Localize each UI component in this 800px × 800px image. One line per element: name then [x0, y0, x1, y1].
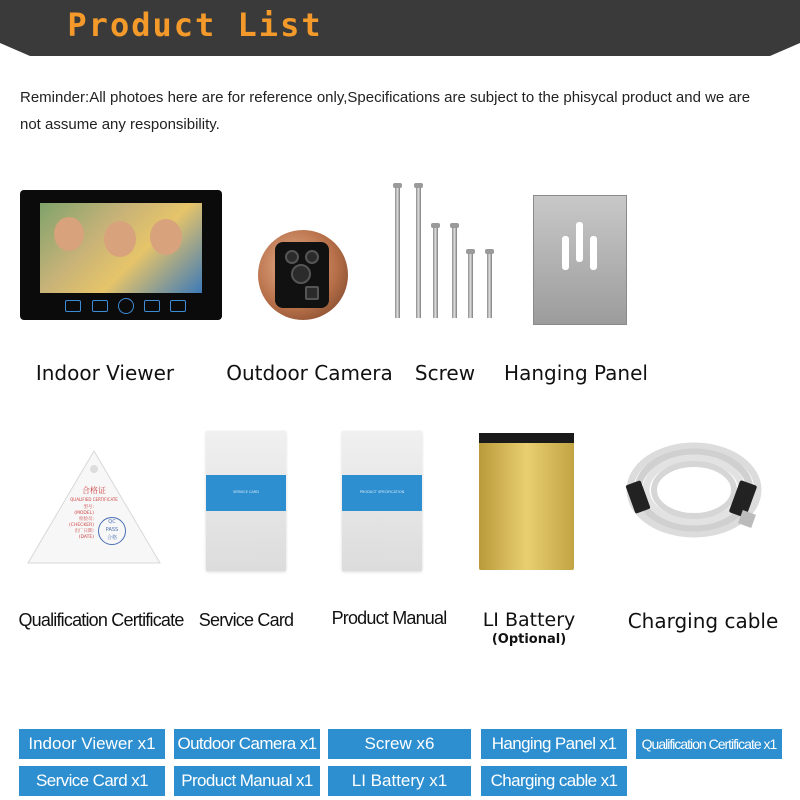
card-band-text: SERVICE CARD: [233, 490, 259, 494]
label-outdoor-camera: Outdoor Camera: [226, 361, 393, 385]
cert-field: 型号:: [83, 505, 94, 510]
label-hanging-panel: Hanging Panel: [504, 361, 648, 385]
label-product-manual: Product Manual: [331, 608, 447, 628]
screw: [452, 226, 457, 318]
certificate-title: 合格证: [82, 486, 106, 495]
product-manual-image: [342, 431, 422, 571]
summary-tag-hanging-panel: Hanging Panel x1: [481, 729, 627, 759]
monitor-button: [118, 298, 134, 314]
label-qualification-certificate: Qualification Certificate: [18, 610, 184, 630]
stamp-top: QC: [108, 519, 116, 525]
certificate-subtitle: QUALIFIED CERTIFICATE: [70, 497, 118, 502]
header-banner: [0, 0, 800, 56]
summary-tag-service-card: Service Card x1: [19, 766, 165, 796]
cert-field: (DATE): [78, 535, 94, 540]
hanging-panel-image: [533, 195, 627, 325]
li-battery-image: [479, 433, 574, 570]
label-charging-cable: Charging cable: [627, 609, 779, 633]
screw: [416, 186, 421, 318]
page-title: Product List: [67, 6, 323, 44]
camera-lens: [291, 264, 311, 284]
camera-lens: [305, 250, 319, 264]
summary-tag-outdoor-camera: Outdoor Camera x1: [174, 729, 320, 759]
label-service-card: Service Card: [198, 610, 294, 630]
certificate-triangle: [24, 447, 164, 567]
stamp-mid: PASS: [105, 527, 119, 533]
qualification-certificate-image: [24, 447, 164, 567]
screw: [468, 252, 473, 318]
battery-terminal: [479, 433, 574, 443]
reminder-line-1: Reminder:All photoes here are for reference only,Specifications are subject to the phisycal product and we are: [20, 89, 751, 106]
screw: [395, 186, 400, 318]
screw: [433, 226, 438, 318]
reminder-text: [20, 84, 780, 138]
panel-slot: [562, 236, 569, 270]
cert-field: (MODEL): [74, 511, 94, 516]
label-optional-note: (Optional): [491, 632, 567, 647]
summary-tag-charging-cable: Charging cable x1: [481, 766, 627, 796]
charging-cable-image: [622, 432, 772, 572]
summary-tag-product-manual: Product Manual x1: [174, 766, 320, 796]
label-li-battery: LI Battery: [482, 609, 576, 631]
monitor-screen: [40, 203, 202, 293]
cable-coil: [622, 432, 772, 572]
camera-bell-button: [305, 286, 319, 300]
manual-band: [342, 475, 422, 511]
screw: [487, 252, 492, 318]
card-band: [206, 475, 286, 511]
qc-pass-stamp: [98, 517, 126, 545]
service-card-image: [206, 431, 286, 571]
panel-slot: [576, 222, 583, 262]
monitor-button: [170, 300, 186, 312]
monitor-button: [144, 300, 160, 312]
cert-field: 检验员:: [78, 517, 94, 522]
summary-tag-indoor-viewer: Indoor Viewer x1: [19, 729, 165, 759]
stamp-bottom: 合格: [106, 535, 117, 541]
reminder-line-2: not assume any responsibility.: [20, 116, 220, 133]
panel-slot: [590, 236, 597, 270]
label-screw: Screw: [414, 361, 476, 385]
summary-tag-screw: Screw x6: [328, 729, 471, 759]
camera-face: [275, 242, 329, 308]
cert-field: 出厂日期:: [74, 529, 94, 534]
cert-field: (CHECKER): [69, 523, 94, 528]
certificate-fields: [54, 505, 94, 541]
monitor-button: [92, 300, 108, 312]
person-face: [104, 221, 136, 257]
screws-image: [390, 186, 500, 321]
manual-band-text: PRODUCT SPECIFICATION: [359, 490, 405, 494]
outdoor-camera-image: [258, 230, 348, 320]
label-indoor-viewer: Indoor Viewer: [35, 361, 175, 385]
indoor-viewer-image: [20, 190, 222, 320]
summary-tag-li-battery: LI Battery x1: [328, 766, 471, 796]
person-face: [54, 217, 84, 251]
summary-tag-qualification-certificate: Qualification Certificate x1: [636, 729, 782, 759]
monitor-button: [65, 300, 81, 312]
camera-lens: [285, 250, 299, 264]
person-face: [150, 219, 182, 255]
